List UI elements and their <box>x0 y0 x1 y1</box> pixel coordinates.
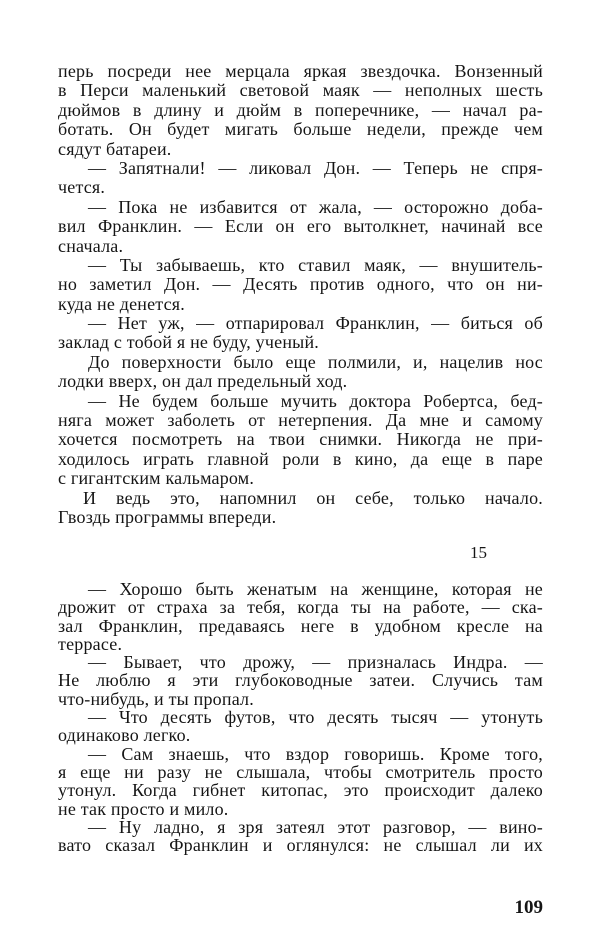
text-line: — Хорошо быть женатым на женщине, которая не <box>88 579 543 599</box>
text-line: с гигантским кальмаром. <box>58 468 255 489</box>
text-line: перь посреди нее мерцала яркая звездочка. Вонзенный <box>58 61 543 81</box>
text-line: куда не денется. <box>58 293 185 314</box>
text-line: Не люблю я эти глубоководные затеи. Случись там <box>58 670 543 691</box>
text-line: я еще ни разу не слышала, чтобы смотритель просто <box>58 761 543 782</box>
text-line: — Сам знаешь, что вздор говоришь. Кроме того, <box>88 743 543 764</box>
text-line: сначала. <box>58 235 124 256</box>
text-line: заклад с тобой я не буду, ученый. <box>58 332 319 353</box>
text-line: дрожит от страха за тебя, когда ты на работе, — ска- <box>58 597 543 618</box>
text-line: террасе. <box>58 633 123 654</box>
text-line: вил Франклин. — Если он его вытолкнет, начинай все <box>58 216 543 237</box>
text-line: — Ну ладно, я зря затеял этот разговор, — вино- <box>88 816 543 837</box>
text-line: сядут батареи. <box>58 138 172 159</box>
text-line: ботать. Он будет мигать больше недели, прежде чем <box>58 119 543 140</box>
text-line: но заметил Дон. — Десять против одного, что он ни- <box>58 274 543 295</box>
text-line: в Перси маленький световой маяк — неполных шесть <box>58 80 543 101</box>
text-line: лодки вверх, он дал предельный ход. <box>58 371 348 392</box>
text-line: одинаково легко. <box>58 725 191 746</box>
text-line: — Пока не избавится от жала, — осторожно доба- <box>88 196 543 217</box>
text-line: няга может заболеть от нетерпения. Да мне и самому <box>58 410 543 431</box>
text-line: вато сказал Франклин и оглянулся: не слышал ли их <box>58 835 543 856</box>
text-line: хочется посмотреть на твои снимки. Никогда не при- <box>58 429 543 450</box>
text-line: — Ты забываешь, кто ставил маяк, — внушитель- <box>88 254 543 275</box>
text-line: — Не будем больше мучить доктора Робертса, бед- <box>88 390 543 411</box>
chapter-number: 15 <box>470 543 487 562</box>
text-line: До поверхности было еще полмили, и, нацелив нос <box>88 351 543 372</box>
text-line: И ведь это, напомнил он себе, только начало. <box>83 487 543 508</box>
text-line: Гвоздь программы впереди. <box>58 506 277 527</box>
text-block-chapter-15 <box>58 580 543 854</box>
text-line: чется. <box>58 177 106 198</box>
text-line: утонул. Когда гибнет китопас, это происходит далеко <box>58 780 543 801</box>
text-line: — Запятнали! — ликовал Дон. — Теперь не спря- <box>88 157 543 178</box>
text-line: — Бывает, что дрожу, — призналась Индра. — <box>88 652 543 673</box>
text-line: — Нет уж, — отпарировал Франклин, — биться об <box>88 313 543 334</box>
text-block-before-chapter <box>58 62 543 527</box>
text-line: что-нибудь, и ты пропал. <box>58 688 254 709</box>
text-line: ходилось играть главной роли в кино, да еще в паре <box>58 448 543 469</box>
text-line: дюймов в длину и дюйм в поперечнике, — начал ра- <box>58 99 543 120</box>
page-number: 109 <box>514 897 543 918</box>
text-line: не так просто и мило. <box>58 798 229 819</box>
text-line: — Что десять футов, что десять тысяч — утонуть <box>88 707 543 728</box>
text-line: зал Франклин, предаваясь неге в удобном кресле на <box>58 615 543 636</box>
